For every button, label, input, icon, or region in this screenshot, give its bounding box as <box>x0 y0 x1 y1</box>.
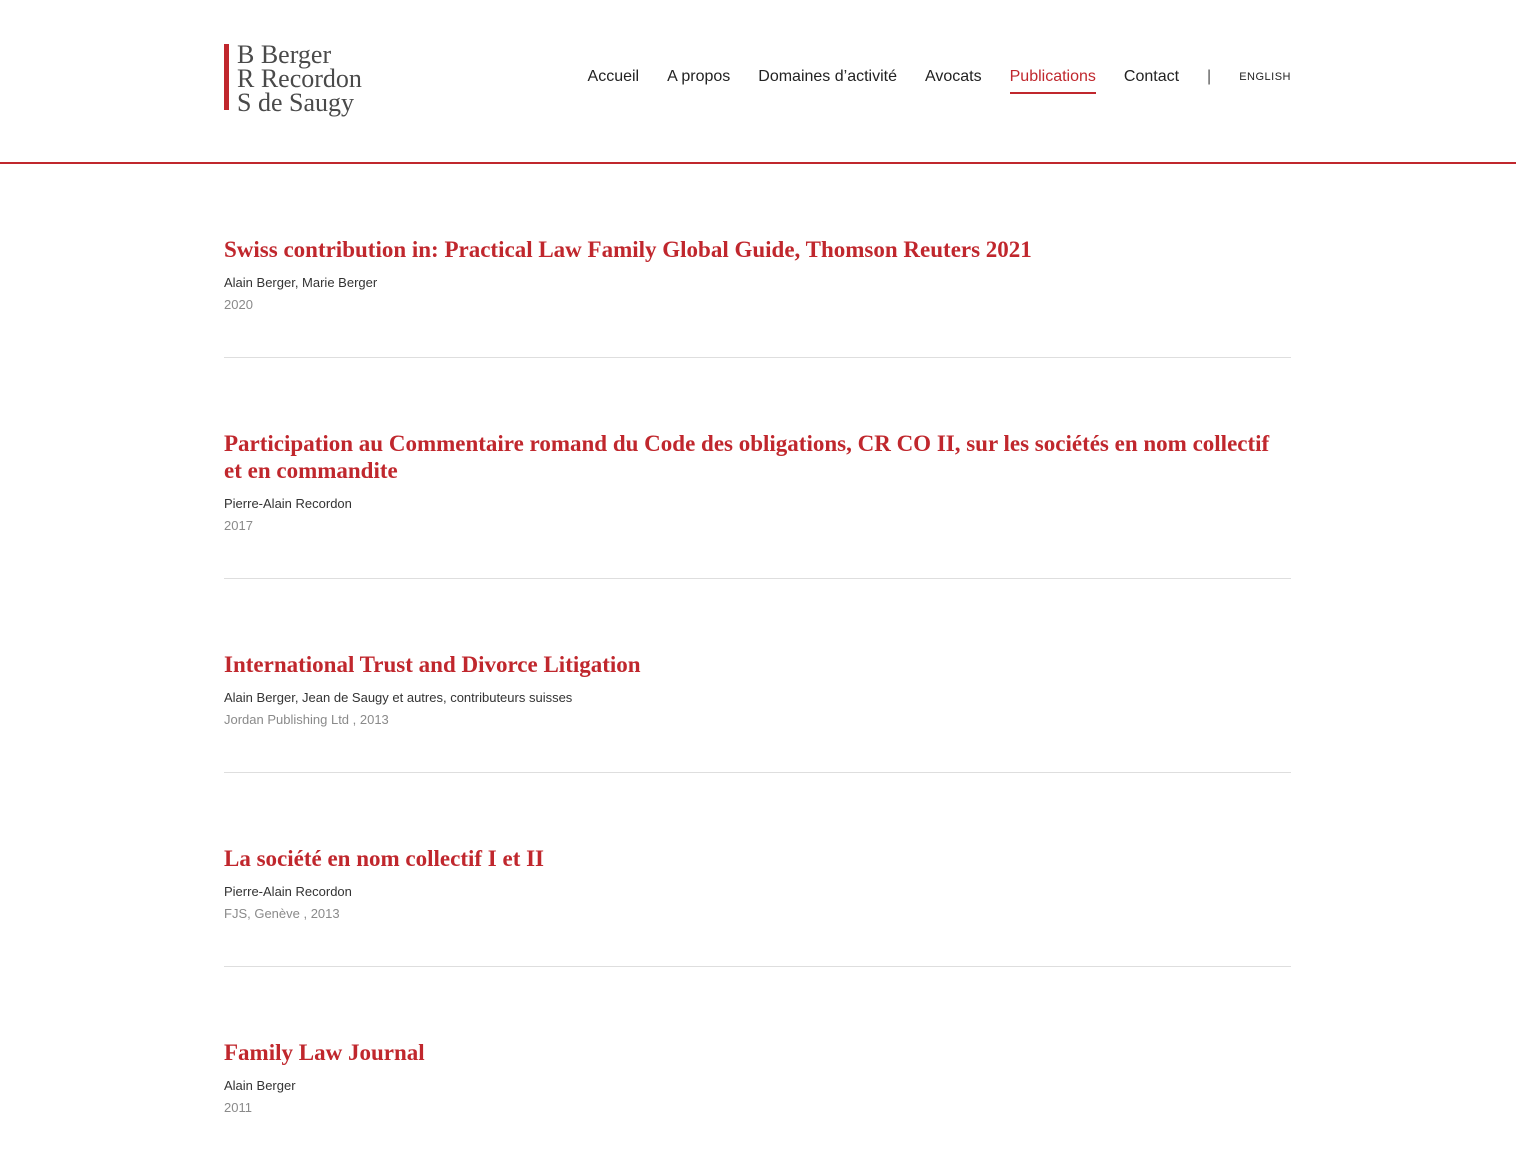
nav-item-publications[interactable]: Publications <box>1010 68 1096 94</box>
publication-item <box>224 579 1291 773</box>
publication-authors: Alain Berger, Jean de Saugy et autres, contributeurs suisses <box>224 690 573 705</box>
publication-title[interactable]: International Trust and Divorce Litigation <box>224 652 641 677</box>
publication-meta: 2017 <box>224 518 253 533</box>
logo-line: S de Saugy <box>237 88 354 117</box>
publication-authors: Pierre-Alain Recordon <box>224 884 352 899</box>
logo[interactable] <box>224 40 362 117</box>
logo-line: B Berger <box>237 40 332 69</box>
nav-item-avocats[interactable]: Avocats <box>925 68 982 85</box>
publication-authors: Alain Berger, Marie Berger <box>224 275 378 290</box>
publications-list <box>224 164 1291 1160</box>
publication-title[interactable]: Family Law Journal <box>224 1040 425 1065</box>
publication-item <box>224 967 1291 1160</box>
publication-meta: 2020 <box>224 297 253 312</box>
nav-item-contact[interactable]: Contact <box>1123 68 1180 85</box>
publication-meta: 2011 <box>224 1100 252 1115</box>
publication-meta: Jordan Publishing Ltd , 2013 <box>224 712 389 727</box>
nav-separator: | <box>1207 68 1212 85</box>
site-header <box>0 0 1516 164</box>
logo-text <box>237 40 362 117</box>
logo-accent-bar <box>224 44 229 110</box>
language-switch[interactable]: ENGLISH <box>1239 71 1291 83</box>
publication-item <box>224 164 1291 358</box>
publication-meta: FJS, Genève , 2013 <box>224 906 340 921</box>
nav-item-accueil[interactable]: Accueil <box>587 68 640 85</box>
publication-title[interactable]: Participation au Commentaire romand du Code des obligations, CR CO II, sur les sociétés en nom collectif et en commandite <box>224 431 1270 483</box>
publication-title[interactable]: La société en nom collectif I et II <box>224 846 545 871</box>
logo-line: R Recordon <box>237 64 362 93</box>
main-nav <box>588 68 1291 94</box>
publication-authors: Pierre-Alain Recordon <box>224 496 352 511</box>
nav-item-a-propos[interactable]: A propos <box>667 68 731 85</box>
publication-authors: Alain Berger <box>224 1078 296 1093</box>
publication-title[interactable]: Swiss contribution in: Practical Law Family Global Guide, Thomson Reuters 2021 <box>224 237 1032 262</box>
publication-item <box>224 773 1291 967</box>
publication-item <box>224 358 1291 579</box>
nav-item-domaines[interactable]: Domaines d’activité <box>758 68 897 85</box>
